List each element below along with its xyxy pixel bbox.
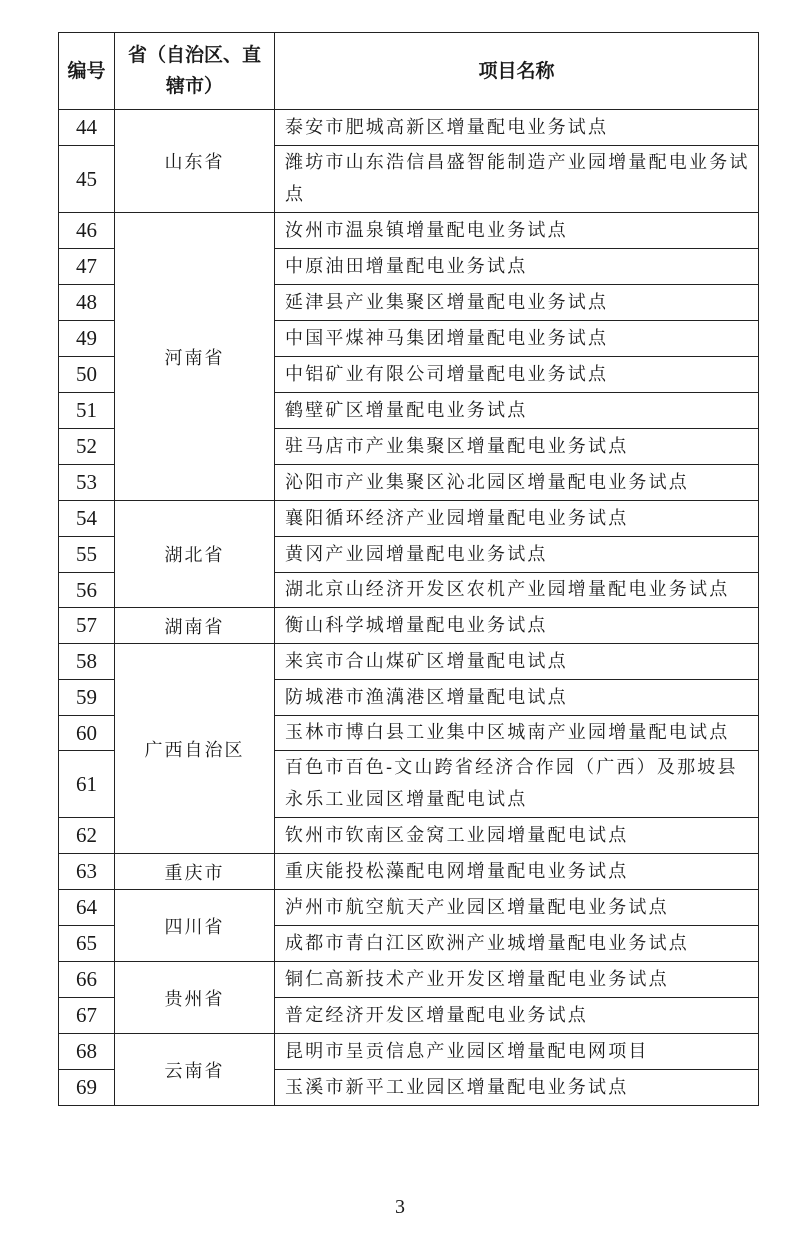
- project-name: 铜仁高新技术产业开发区增量配电业务试点: [275, 962, 759, 998]
- table-row: [59, 644, 759, 680]
- project-name: 普定经济开发区增量配电业务试点: [275, 998, 759, 1034]
- row-number: 52: [59, 429, 115, 465]
- province-cell: 贵州省: [115, 962, 275, 1034]
- project-name: 中原油田增量配电业务试点: [275, 249, 759, 285]
- table-row: [59, 501, 759, 537]
- project-name: 黄冈产业园增量配电业务试点: [275, 537, 759, 573]
- table-row: [59, 1034, 759, 1070]
- table-row: [59, 854, 759, 890]
- row-number: 63: [59, 854, 115, 890]
- row-number: 68: [59, 1034, 115, 1070]
- project-name: 泰安市肥城高新区增量配电业务试点: [275, 110, 759, 146]
- project-name: 沁阳市产业集聚区沁北园区增量配电业务试点: [275, 465, 759, 501]
- project-name: 玉林市博白县工业集中区城南产业园增量配电试点: [275, 716, 759, 751]
- row-number: 59: [59, 680, 115, 716]
- row-number: 45: [59, 146, 115, 213]
- project-name: 中铝矿业有限公司增量配电业务试点: [275, 357, 759, 393]
- table-row: [59, 110, 759, 146]
- row-number: 62: [59, 818, 115, 854]
- table-row: [59, 608, 759, 644]
- project-name: 玉溪市新平工业园区增量配电业务试点: [275, 1070, 759, 1106]
- project-name: 衡山科学城增量配电业务试点: [275, 608, 759, 644]
- project-name: 防城港市渔澫港区增量配电试点: [275, 680, 759, 716]
- table-row: [59, 213, 759, 249]
- row-number: 67: [59, 998, 115, 1034]
- row-number: 49: [59, 321, 115, 357]
- project-name: 百色市百色-文山跨省经济合作园（广西）及那坡县永乐工业园区增量配电试点: [275, 751, 759, 818]
- province-cell: 湖南省: [115, 608, 275, 644]
- project-name: 昆明市呈贡信息产业园区增量配电网项目: [275, 1034, 759, 1070]
- row-number: 53: [59, 465, 115, 501]
- row-number: 51: [59, 393, 115, 429]
- project-name: 成都市青白江区欧洲产业城增量配电业务试点: [275, 926, 759, 962]
- project-name: 驻马店市产业集聚区增量配电业务试点: [275, 429, 759, 465]
- project-name: 中国平煤神马集团增量配电业务试点: [275, 321, 759, 357]
- row-number: 69: [59, 1070, 115, 1106]
- row-number: 61: [59, 751, 115, 818]
- row-number: 46: [59, 213, 115, 249]
- header-province: 省（自治区、直辖市）: [115, 33, 275, 110]
- row-number: 55: [59, 537, 115, 573]
- project-name: 潍坊市山东浩信昌盛智能制造产业园增量配电业务试点: [275, 146, 759, 213]
- project-name: 鹤壁矿区增量配电业务试点: [275, 393, 759, 429]
- project-name: 钦州市钦南区金窝工业园增量配电试点: [275, 818, 759, 854]
- province-cell: 云南省: [115, 1034, 275, 1106]
- project-name: 重庆能投松藻配电网增量配电业务试点: [275, 854, 759, 890]
- province-cell: 广西自治区: [115, 644, 275, 854]
- pilot-projects-table: [58, 32, 759, 1106]
- row-number: 48: [59, 285, 115, 321]
- header-project: 项目名称: [275, 33, 759, 110]
- province-cell: 重庆市: [115, 854, 275, 890]
- page-number: 3: [395, 1196, 405, 1218]
- province-cell: 河南省: [115, 213, 275, 501]
- table-header-row: [59, 33, 759, 110]
- project-name: 汝州市温泉镇增量配电业务试点: [275, 213, 759, 249]
- table-row: [59, 962, 759, 998]
- row-number: 56: [59, 573, 115, 608]
- row-number: 65: [59, 926, 115, 962]
- row-number: 44: [59, 110, 115, 146]
- row-number: 47: [59, 249, 115, 285]
- project-name: 泸州市航空航天产业园区增量配电业务试点: [275, 890, 759, 926]
- row-number: 60: [59, 716, 115, 751]
- project-name: 湖北京山经济开发区农机产业园增量配电业务试点: [275, 573, 759, 608]
- header-number: 编号: [59, 33, 115, 110]
- province-cell: 湖北省: [115, 501, 275, 608]
- project-name: 襄阳循环经济产业园增量配电业务试点: [275, 501, 759, 537]
- row-number: 66: [59, 962, 115, 998]
- row-number: 54: [59, 501, 115, 537]
- row-number: 58: [59, 644, 115, 680]
- table-row: [59, 890, 759, 926]
- province-cell: 四川省: [115, 890, 275, 962]
- row-number: 64: [59, 890, 115, 926]
- project-name: 来宾市合山煤矿区增量配电试点: [275, 644, 759, 680]
- province-cell: 山东省: [115, 110, 275, 213]
- row-number: 50: [59, 357, 115, 393]
- project-name: 延津县产业集聚区增量配电业务试点: [275, 285, 759, 321]
- row-number: 57: [59, 608, 115, 644]
